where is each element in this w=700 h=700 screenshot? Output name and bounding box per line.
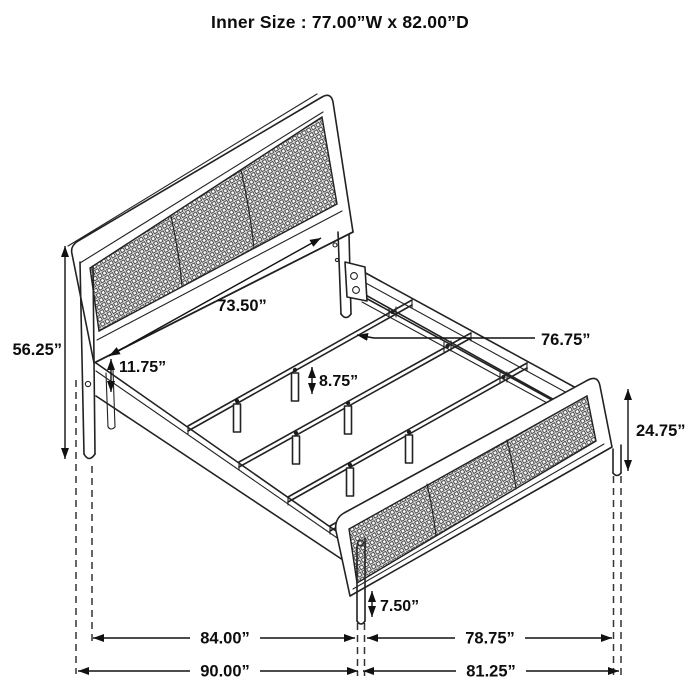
dimension-slat-length — [357, 331, 591, 349]
dimension-footboard-inner-span — [367, 628, 612, 648]
dimension-footboard-height — [628, 389, 686, 471]
dim-support-leg-height: 8.75” — [319, 373, 359, 390]
dimension-support-leg-height — [312, 367, 358, 394]
dimension-frame-length — [93, 628, 355, 648]
dim-footboard-leg-height: 7.50” — [380, 598, 420, 615]
headboard-right-leg — [333, 232, 367, 318]
page-title: Inner Size : 77.00”W x 82.00”D — [211, 12, 469, 32]
dim-headboard-inner-width: 73.50” — [217, 297, 267, 315]
dim-slat-length: 76.75” — [541, 331, 591, 349]
dimension-footboard-leg-height — [372, 591, 419, 617]
dim-footboard-height: 24.75” — [636, 422, 686, 440]
dim-headboard-height: 56.25” — [12, 341, 62, 359]
dim-footboard-inner-span: 78.75” — [465, 629, 515, 648]
dim-overall-length: 90.00” — [200, 662, 250, 681]
dim-frame-length: 84.00” — [200, 629, 250, 648]
dimension-overall-width — [363, 661, 619, 681]
headboard — [68, 94, 367, 459]
dim-overall-width: 81.25” — [466, 662, 516, 681]
dim-rail-height: 11.75” — [119, 359, 167, 376]
footboard — [336, 378, 621, 624]
side-rail-front — [96, 363, 358, 570]
dimension-headboard-height — [12, 246, 65, 459]
dimension-overall-length — [78, 661, 358, 681]
footboard-far-leg — [613, 445, 621, 476]
